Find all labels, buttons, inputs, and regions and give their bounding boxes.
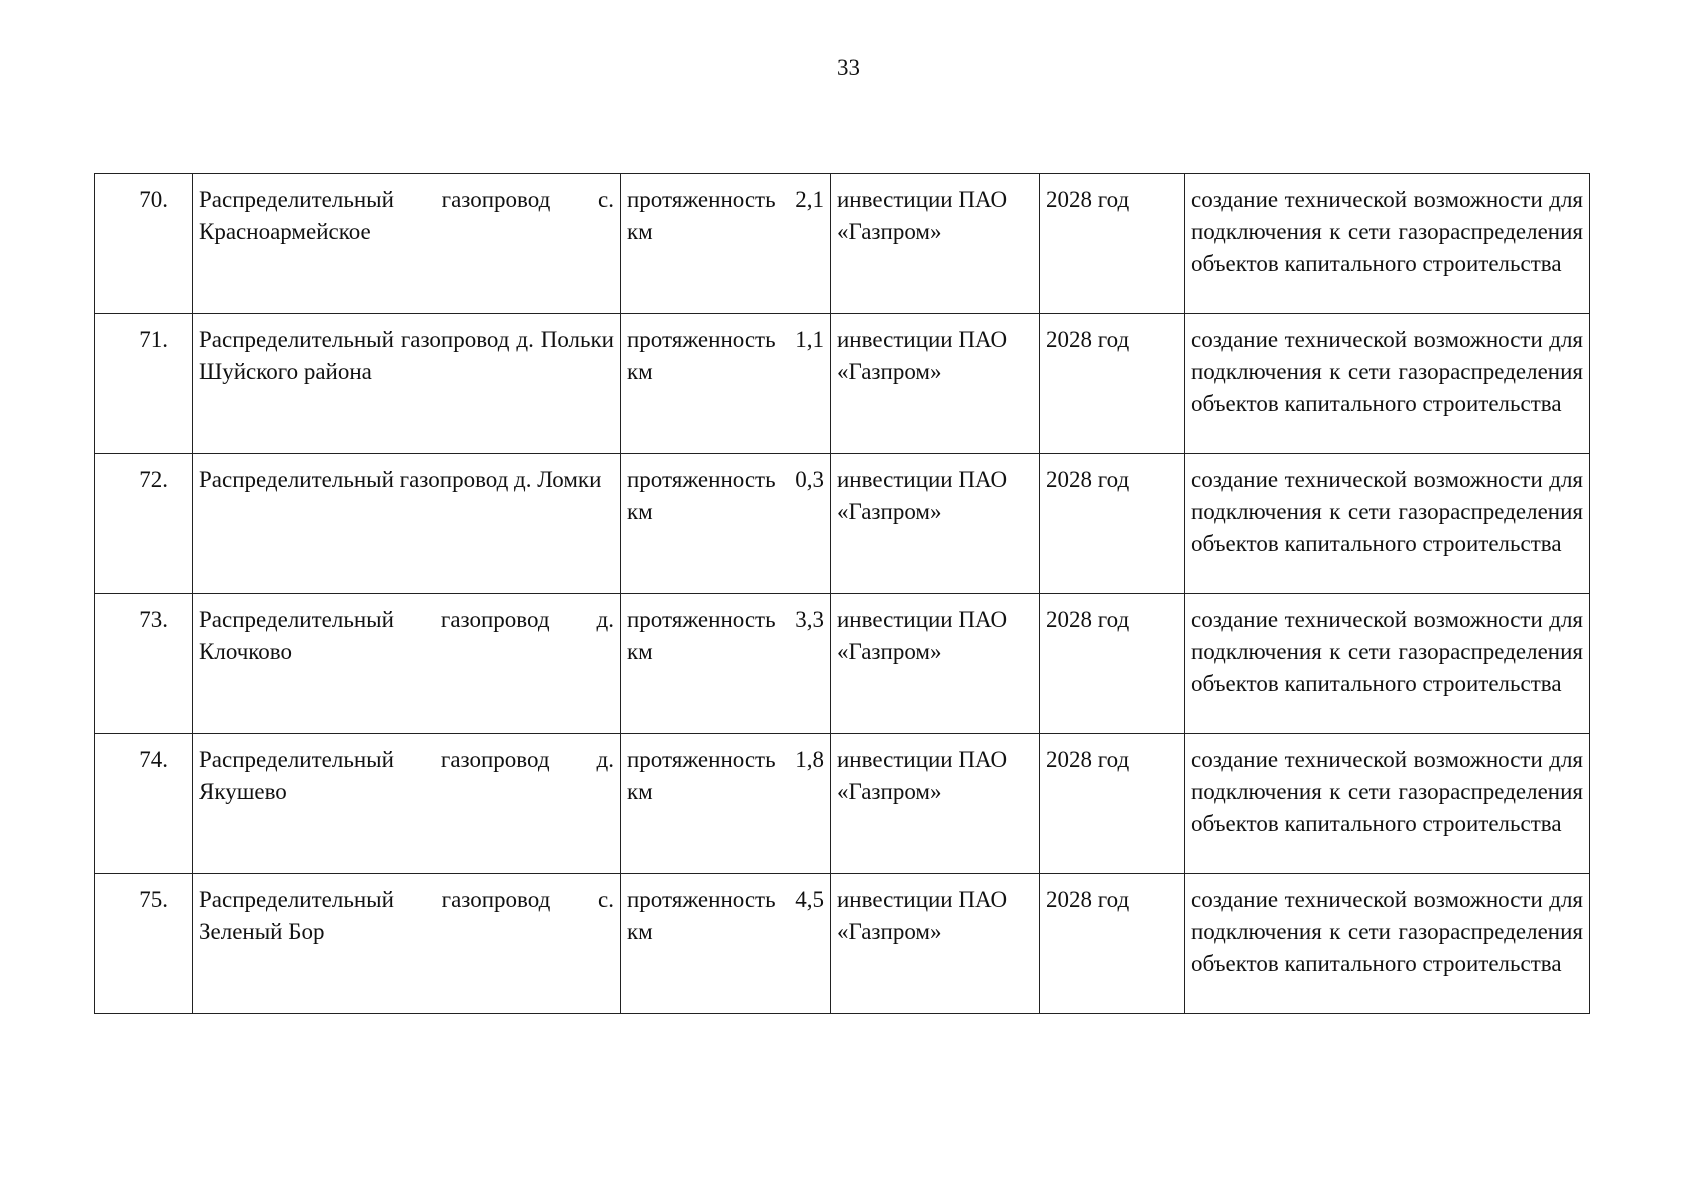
funding-source: инвестиции ПАО «Газпром» [831,594,1040,734]
table-row [95,314,1590,454]
object-name: Распределительный газопровод д. Ломки [193,454,621,594]
object-name: Распределительный газопровод д. Якушево [193,734,621,874]
object-length: протяженность 1,1 км [621,314,831,454]
table-row [95,454,1590,594]
object-name: Распределительный газопровод с. Зеленый Бор [193,874,621,1014]
row-number: 74. [95,734,193,874]
completion-year: 2028 год [1040,594,1185,734]
funding-source: инвестиции ПАО «Газпром» [831,314,1040,454]
funding-source: инвестиции ПАО «Газпром» [831,734,1040,874]
object-purpose: создание технической возможности для подключения к сети газораспределения объектов капитального строительства [1185,174,1590,314]
table-row [95,874,1590,1014]
object-purpose: создание технической возможности для подключения к сети газораспределения объектов капитального строительства [1185,734,1590,874]
table-row [95,734,1590,874]
object-name: Распределительный газопровод д. Клочково [193,594,621,734]
object-length: протяженность 4,5 км [621,874,831,1014]
row-number: 72. [95,454,193,594]
completion-year: 2028 год [1040,874,1185,1014]
object-name: Распределительный газопровод с. Красноармейское [193,174,621,314]
object-purpose: создание технической возможности для подключения к сети газораспределения объектов капитального строительства [1185,314,1590,454]
row-number: 71. [95,314,193,454]
object-purpose: создание технической возможности для подключения к сети газораспределения объектов капитального строительства [1185,594,1590,734]
table-row [95,594,1590,734]
object-length: протяженность 2,1 км [621,174,831,314]
row-number: 75. [95,874,193,1014]
table-row [95,174,1590,314]
funding-source: инвестиции ПАО «Газпром» [831,874,1040,1014]
object-length: протяженность 3,3 км [621,594,831,734]
page-number: 33 [837,55,860,80]
row-number: 70. [95,174,193,314]
completion-year: 2028 год [1040,734,1185,874]
completion-year: 2028 год [1040,454,1185,594]
gas-pipeline-table [94,173,1590,1014]
funding-source: инвестиции ПАО «Газпром» [831,454,1040,594]
object-purpose: создание технической возможности для подключения к сети газораспределения объектов капитального строительства [1185,874,1590,1014]
object-purpose: создание технической возможности для подключения к сети газораспределения объектов капитального строительства [1185,454,1590,594]
object-name: Распределительный газопровод д. Польки Шуйского района [193,314,621,454]
object-length: протяженность 1,8 км [621,734,831,874]
object-length: протяженность 0,3 км [621,454,831,594]
row-number: 73. [95,594,193,734]
funding-source: инвестиции ПАО «Газпром» [831,174,1040,314]
completion-year: 2028 год [1040,314,1185,454]
completion-year: 2028 год [1040,174,1185,314]
